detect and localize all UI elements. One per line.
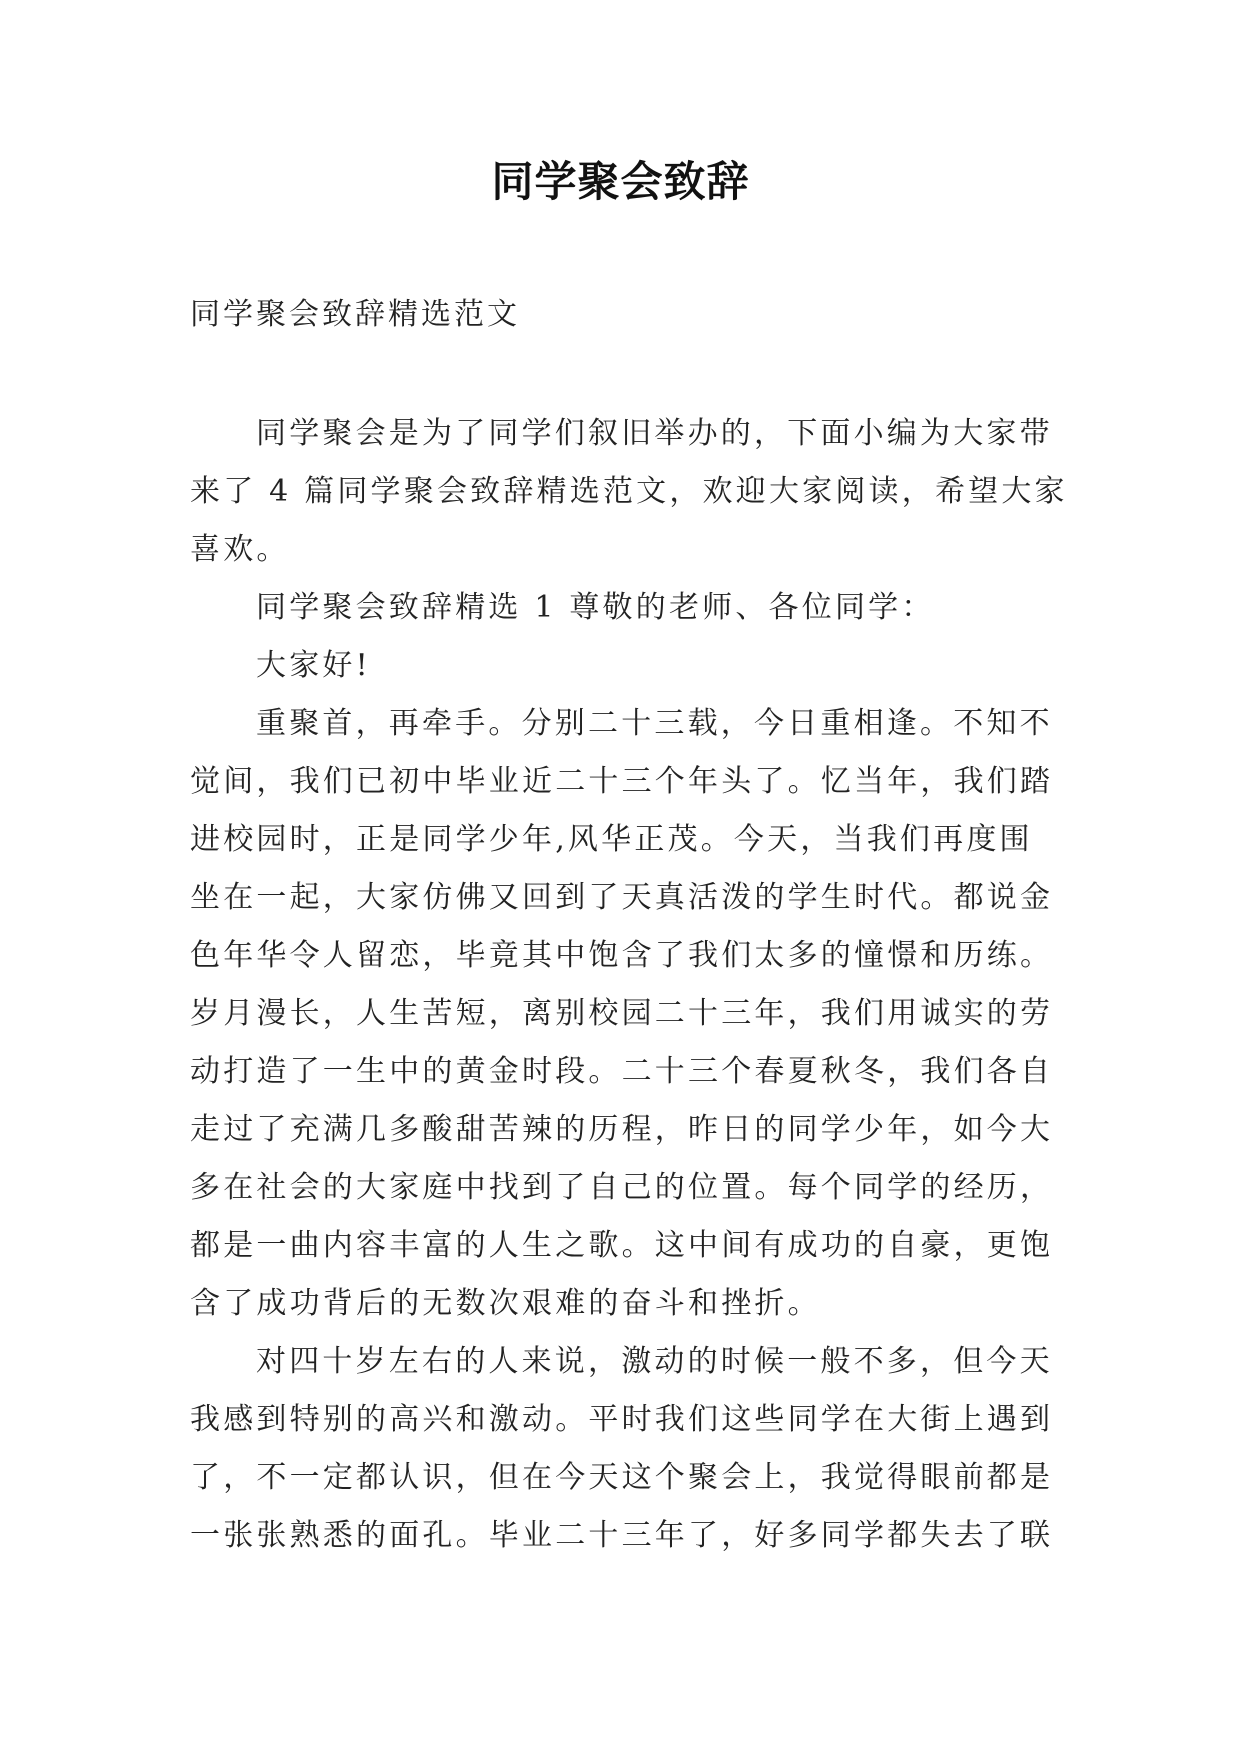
body-text-line: 对四十岁左右的人来说，激动的时候一般不多，但今天 (256, 1344, 1053, 1379)
body-text-line: 我感到特别的高兴和激动。平时我们这些同学在大街上遇到 (190, 1402, 1054, 1437)
body-text-line: 喜欢。 (190, 532, 290, 567)
body-text-line: 动打造了一生中的黄金时段。二十三个春夏秋冬，我们各自 (190, 1054, 1054, 1089)
body-text-line: 一张张熟悉的面孔。毕业二十三年了，好多同学都失去了联 (190, 1518, 1054, 1553)
body-text-line: 觉间，我们已初中毕业近二十三个年头了。忆当年，我们踏 (190, 764, 1054, 799)
document-subtitle: 同学聚会致辞精选范文 (190, 297, 520, 332)
body-text-line: 来了 4 篇同学聚会致辞精选范文，欢迎大家阅读，希望大家 (190, 474, 1068, 509)
body-text-line: 坐在一起，大家仿佛又回到了天真活泼的学生时代。都说金 (190, 880, 1054, 915)
body-text-line: 重聚首，再牵手。分别二十三载，今日重相逢。不知不 (256, 706, 1053, 741)
document-title: 同学聚会致辞 (491, 157, 750, 206)
document-body (190, 405, 1070, 1565)
body-text-line: 都是一曲内容丰富的人生之歌。这中间有成功的自豪，更饱 (190, 1228, 1054, 1263)
body-text-line: 含了成功背后的无数次艰难的奋斗和挫折。 (190, 1286, 821, 1321)
body-text-line: 同学聚会致辞精选 1 尊敬的老师、各位同学： (256, 590, 935, 625)
body-text-line: 多在社会的大家庭中找到了自己的位置。每个同学的经历， (190, 1170, 1054, 1205)
body-text-line: 进校园时，正是同学少年,风华正茂。今天，当我们再度围 (190, 822, 1033, 857)
body-text-line: 走过了充满几多酸甜苦辣的历程，昨日的同学少年，如今大 (190, 1112, 1054, 1147)
body-text-line: 色年华令人留恋，毕竟其中饱含了我们太多的憧憬和历练。 (190, 938, 1054, 973)
body-text-line: 大家好! (256, 648, 371, 683)
body-text-line: 同学聚会是为了同学们叙旧举办的，下面小编为大家带 (256, 416, 1053, 451)
body-text-line: 了，不一定都认识，但在今天这个聚会上，我觉得眼前都是 (190, 1460, 1054, 1495)
body-text-line: 岁月漫长，人生苦短，离别校园二十三年，我们用诚实的劳 (190, 996, 1054, 1031)
